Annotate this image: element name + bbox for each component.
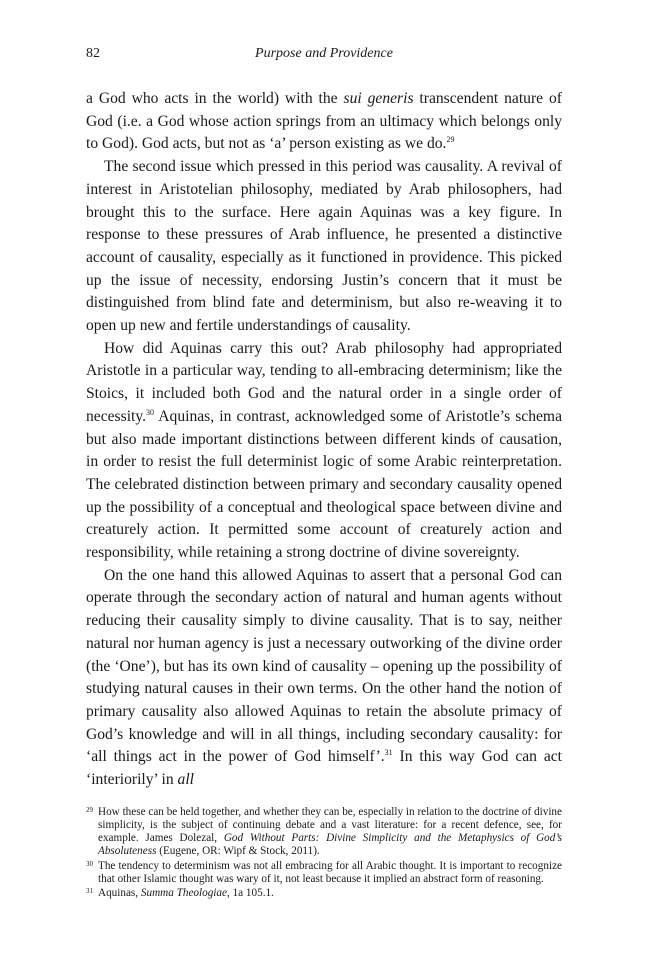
footnote-29 [86,806,562,859]
footnote-31-text-a: Aquinas, [98,887,141,900]
paragraph-2: The second issue which pressed in this period was causality. A revival of interest in Aristotelian philosophy, mediated by Arab philosophers, had brought this to the surface. Here again Aquinas was a key figure. In response to these pressures of Arab influence, he presented a distinctive account of causality, especially as it functioned in providence. This picked up the issue of necessity, endorsing Justin’s concern that it must be distinguished from blind fate and determinism, but also re-weaving it to open up new and fertile understandings of causality. [86,158,562,335]
footnote-ref-29: 29 [446,135,455,145]
footnote-31 [86,887,562,900]
paragraph-1 [86,88,562,156]
book-page [86,40,562,901]
paragraph-4-text-b: In this way God can act ‘interiorily’ in [86,748,562,789]
footnotes [86,806,562,900]
running-title: Purpose and Providence [255,46,393,61]
footnote-31-work-title: Summa Theologiae [140,887,227,900]
paragraph-4-text-a: On the one hand this allowed Aquinas to assert that a personal God can operate through the secondary action of natural and human agents without reducing their causality simply to divine causality. That is to say, neither natural nor human agency is just a necessary outworking of the divine order (the ‘One’), but has its own kind of causality – opening up the possibility of studying natural causes in their own terms. On the other hand the notion of primary causality also allowed Aquinas to retain the absolute primacy of God’s knowledge and will in all things, including secondary causality: for ‘all things act in the power of God himself’. [86,566,562,766]
footnote-ref-30: 30 [146,407,155,417]
footnote-30-text: The tendency to determinism was not all embracing for all Arabic thought. It is important to recognize that other Islamic thought was wary of it, not least because it implied an abstract form of reasoning. [98,859,562,885]
page-number: 82 [86,46,100,61]
footnote-31-text-c: , 1a 105.1. [226,887,274,900]
page-header [86,40,562,64]
paragraph-1-text-a: a God who acts in the world) with the [86,90,344,107]
paragraph-3-text-a: How did Aquinas carry this out? Arab philosophy had appropriated Aristotle in a particular way, tending to all-embracing determinism; like the Stoics, it included both God and the natural order in a single order of necessity. [86,339,562,425]
paragraph-3 [86,338,562,565]
footnote-29-book-title: God Without Parts: Divine Simplicity and the Metaphysics of God’s Absoluteness [98,832,563,858]
footnote-30 [86,860,562,886]
paragraph-1-text-c: transcendent nature of God (i.e. a God whose action springs from an ultimacy which belongs only to God). God acts, but not as ‘a’ person existing as we do. [86,90,562,153]
paragraph-1-italic-term: sui generis [343,90,414,107]
paragraph-4-italic-word: all [177,771,194,789]
footnote-number: 29 [86,805,93,814]
body-text [86,88,562,792]
footnote-number: 31 [86,887,93,896]
footnote-29-text-c: (Eugene, OR: Wipf & Stock, 2011). [156,845,320,858]
footnote-29-text-a: How these can be held together, and whether they can be, especially in relation to the doctrine of divine simplicity, is the subject of continuing debate and a vast literature: for a recent defence, see, for example. James Dolezal, [98,805,562,845]
paragraph-3-text-b: Aquinas, in contrast, acknowledged some of Aristotle’s schema but also made important distinctions between different kinds of causation, in order to resist the full determinist logic of some Arabic reinterpretation. The celebrated distinction between primary and secondary causality opened up the possibility of a conceptual and theological space between divine and creaturely action. It permitted some account of creaturely action and responsibility, while retaining a strong doctrine of divine sovereignty. [86,407,562,562]
footnote-number: 30 [86,859,93,868]
paragraph-4 [86,565,562,792]
footnote-ref-31: 31 [384,748,393,758]
